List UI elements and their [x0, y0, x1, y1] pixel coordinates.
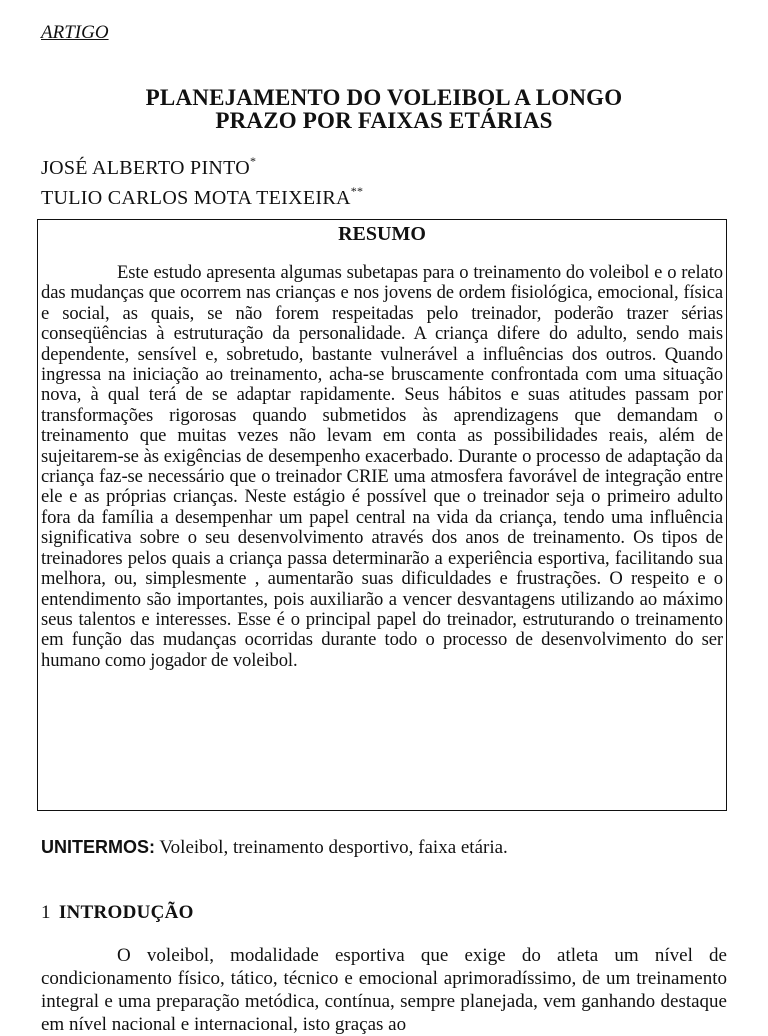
keywords-text: Voleibol, treinamento desportivo, faixa etária. — [155, 837, 508, 858]
section-tag: ARTIGO — [41, 22, 109, 43]
abstract-box — [37, 219, 727, 811]
introduction-text: O voleibol, modalidade esportiva que exige do atleta um nível de condicionamento físico, tático, técnico e emocional aprimoradíssimo, de um treinamento integral e uma preparação metódica, contínua, sempre planejada, vem ganhando destaque em nível nacional e internacional, isto graças ao — [41, 945, 727, 1035]
abstract-text: Este estudo apresenta algumas subetapas para o treinamento do voleibol e o relato das mudanças que ocorrem nas crianças e nos jovens de ordem fisiológica, emocional, física e social, as quais, se não forem respeitadas pelo treinador, poderão trazer sérias conseqüências à estruturação da personalidade. A criança difere do adulto, sendo mais dependente, sensível e, sobretudo, bastante vulnerável a influências dos outros. Quando ingressa na iniciação ao treinamento, acha-se bruscamente confrontada com uma situação nova, à qual terá de se adaptar rapidamente. Seus hábitos e suas atitudes passam por transformações rigorosas quando submetidos às aprendizagens que demandam o treinamento que muitas vezes não levam em conta as possibilidades reais, além de sujeitarem-se às exigências de desempenho exacerbado. Durante o processo de adaptação da criança faz-se necessário que o treinador CRIE uma atmosfera favorável de integração entre ele e as próprias crianças. Neste estágio é possível que o treinador seja o primeiro adulto fora da família a desempenhar um papel central na vida da criança, tendo uma influência significativa sobre o seu desenvolvimento através dos anos de treinamento. Os tipos de treinadores pelos quais a criança passa determinarão a experiência esportiva, facilitando sua melhora, ou, simplesmente , aumentarão suas dificuldades e frustrações. O respeito e o entendimento são importantes, pois auxiliarão a vencer desvantagens utilizando ao máximo seus talentos e interesses. Esse é o principal papel do treinador, estruturando o treinamento em função das mudanças ocorridas durante todo o processo de desenvolvimento do ser humano como jogador de voleibol. — [41, 262, 723, 671]
title-line-2: PRAZO POR FAIXAS ETÁRIAS — [215, 108, 553, 133]
section-heading — [41, 902, 194, 924]
keywords — [41, 837, 731, 859]
section-number: 1 — [41, 902, 51, 923]
abstract-heading: RESUMO — [338, 223, 426, 245]
author-name: JOSÉ ALBERTO PINTO — [41, 157, 251, 179]
author-name: TULIO CARLOS MOTA TEIXEIRA — [41, 187, 351, 209]
author-1 — [41, 150, 363, 180]
author-2 — [41, 180, 363, 210]
title-line-1: PLANEJAMENTO DO VOLEIBOL A LONGO — [145, 85, 623, 110]
keywords-label: UNITERMOS — [41, 837, 149, 857]
author-list — [41, 150, 363, 210]
author-footnote-mark: * — [250, 154, 257, 168]
author-footnote-mark: ** — [350, 184, 364, 198]
section-title: INTRODUÇÃO — [58, 902, 194, 923]
keywords-separator: : — [149, 837, 155, 857]
article-title — [0, 86, 768, 132]
